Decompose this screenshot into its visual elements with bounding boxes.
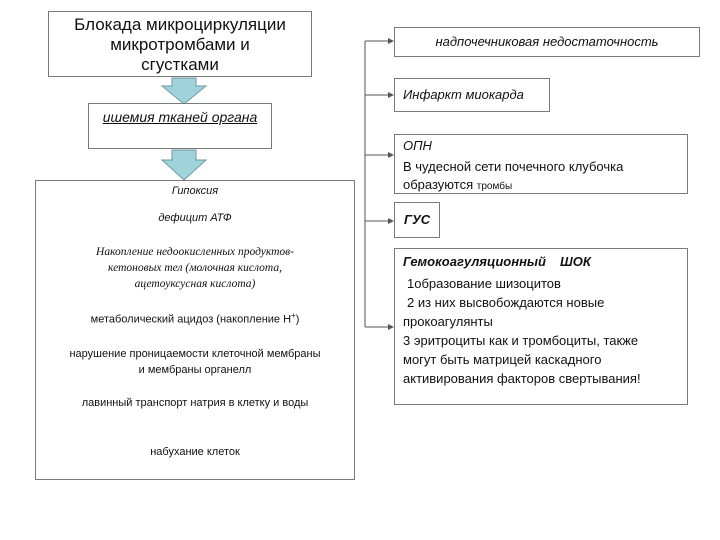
opn-text: В чудесной сети почечного клубочка образуются тромбы: [403, 159, 624, 192]
sodium-transport-label: лавинный транспорт натрия в клетку и воды: [81, 397, 309, 409]
ischemia-label: ишемия тканей органа: [102, 109, 258, 125]
atp-deficit-label: дефицит АТФ: [158, 212, 232, 224]
infarct-label: Инфаркт миокарда: [403, 87, 524, 102]
gus-label: ГУС: [404, 212, 431, 227]
accumulation-text: Накопление недоокисленных продуктов- кетоновых тел (молочная кислота, ацетоуксусная кислота): [96, 246, 294, 290]
opn-box: [394, 134, 688, 194]
cell-swelling-label: набухание клеток: [150, 446, 240, 458]
ischemia-box: [88, 103, 272, 149]
down-arrow-2: [162, 150, 206, 180]
blockade-box: [48, 11, 312, 77]
permeability-text: нарушение проницаемости клеточной мембраны и мембраны органелл: [69, 348, 321, 376]
shock-text: 1образование шизоцитов 2 из них высвобождаются новые прокоагулянты 3 эритроциты как и тромбоциты, также могут быть матрицей каскадного активирования факторов свертывания!: [403, 276, 641, 386]
shock-box: [394, 248, 688, 405]
infarct-box: [394, 78, 550, 112]
down-arrow-1: [162, 78, 206, 104]
opn-title: ОПН: [403, 138, 432, 153]
blockade-text: Блокада микроциркуляции микротромбами и сгустками: [74, 15, 286, 74]
adrenal-label: надпочечниковая недостаточность: [435, 34, 659, 49]
hypoxia-label: Гипоксия: [171, 185, 219, 197]
adrenal-box: [394, 27, 700, 57]
shock-title: Гемокоагуляционный ШОК: [403, 254, 591, 269]
gus-box: [394, 202, 440, 238]
acidosis-label: метаболический ацидоз (накопление Н+): [90, 311, 300, 326]
pathogenesis-box: [35, 180, 355, 480]
